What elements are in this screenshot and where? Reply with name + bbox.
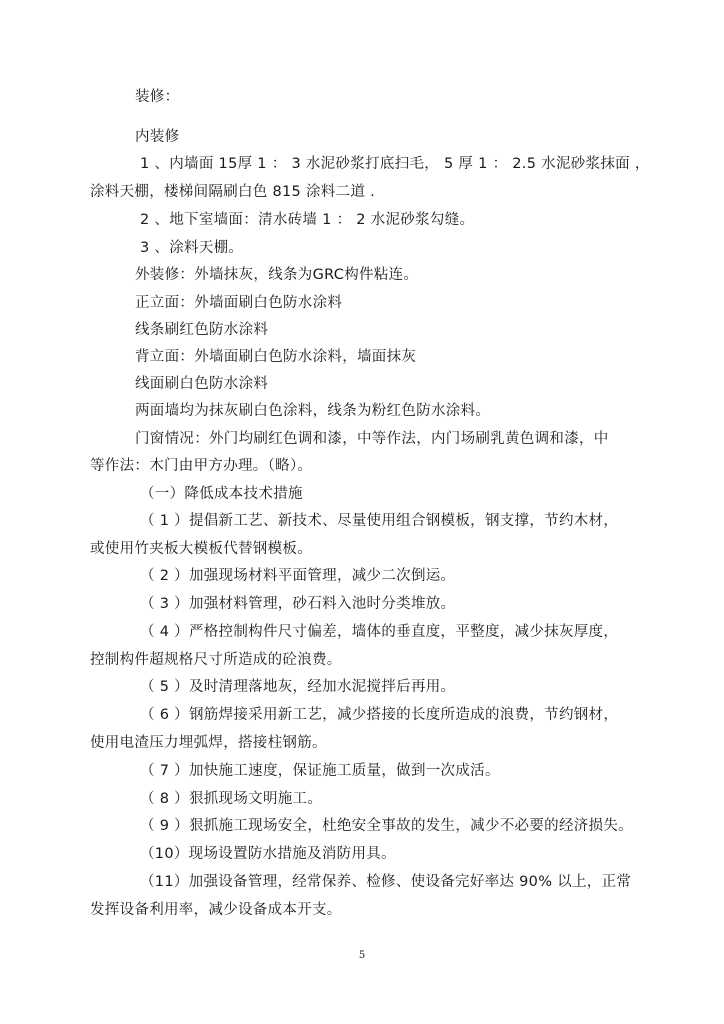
text-line: 门窗情况：外门均刷红色调和漆，中等作法，内门场刷乳黄色调和漆，中 [135,431,609,447]
text-line: 等作法：木门由甲方办理。（略）。 [90,458,313,474]
text-line: 背立面：外墙面刷白色防水涂料，墙面抹灰 [135,349,417,365]
list-item: （ 8 ）狠抓现场文明施工。 [140,791,323,807]
list-item: （ 7 ）加快施工速度，保证施工质量，做到一次成活。 [140,763,500,779]
text-line: 涂料天棚，楼梯间隔刷白色 815 涂料二道 . [90,184,376,200]
text-line: 2 、地下室墙面：清水砖墙 1 ： 2 水泥砂浆勾缝。 [140,212,475,228]
list-item: （ 1 ）提倡新工艺、新技术、尽量使用组合钢模板，钢支撑，节约木材， [140,513,619,529]
text-line: 3 、涂料天棚。 [140,240,244,256]
list-item: （ 4 ）严格控制构件尺寸偏差，墙体的垂直度，平整度，减少抹灰厚度， [140,624,619,640]
list-item: （ 5 ）及时清理落地灰，经加水泥搅拌后再用。 [140,679,456,695]
text-line: 发挥设备利用率，减少设备成本开支。 [90,902,342,918]
text-line: 两面墙均为抹灰刷白色涂料，线条为粉红色防水涂料。 [135,403,491,419]
text-line: 1 、内墙面 15厚 1 ： 3 水泥砂浆打底扫毛， 5 厚 1 ： 2.5 水泥砂浆抹面 ， [140,156,650,172]
subsection-heading-interior: 内装修 [135,129,180,145]
text-line: 或使用竹夹板大模板代替钢模板。 [90,541,312,557]
text-line: 正立面：外墙面刷白色防水涂料 [135,295,343,311]
text-line: 外装修：外墙抹灰，线条为GRC构件粘连。 [135,267,419,283]
section-heading-decoration: 装修： [135,89,180,105]
list-item: （11）加强设备管理，经常保养、检修、使设备完好率达 90% 以上，正常 [140,874,632,890]
text-line: 使用电渣压力埋弧焊，搭接柱钢筋。 [90,735,327,751]
subsection-heading-cost-measures: （一）降低成本技术措施 [140,486,303,502]
list-item: （ 6 ）钢筋焊接采用新工艺，减少搭接的长度所造成的浪费，节约钢材， [140,707,619,723]
page-number: 5 [358,950,366,961]
list-item: （ 2 ）加强现场材料平面管理，减少二次倒运。 [140,568,456,584]
list-item: （10）现场设置防水措施及消防用具。 [140,846,396,862]
text-line: 控制构件超规格尺寸所造成的砼浪费。 [90,652,342,668]
text-line: 线条刷红色防水涂料 [135,322,269,338]
list-item: （ 3 ）加强材料管理，砂石料入池时分类堆放。 [140,596,456,612]
text-line: 线面刷白色防水涂料 [135,376,269,392]
list-item: （ 9 ）狠抓施工现场安全，杜绝安全事故的发生，减少不必要的经济损失。 [140,818,633,834]
